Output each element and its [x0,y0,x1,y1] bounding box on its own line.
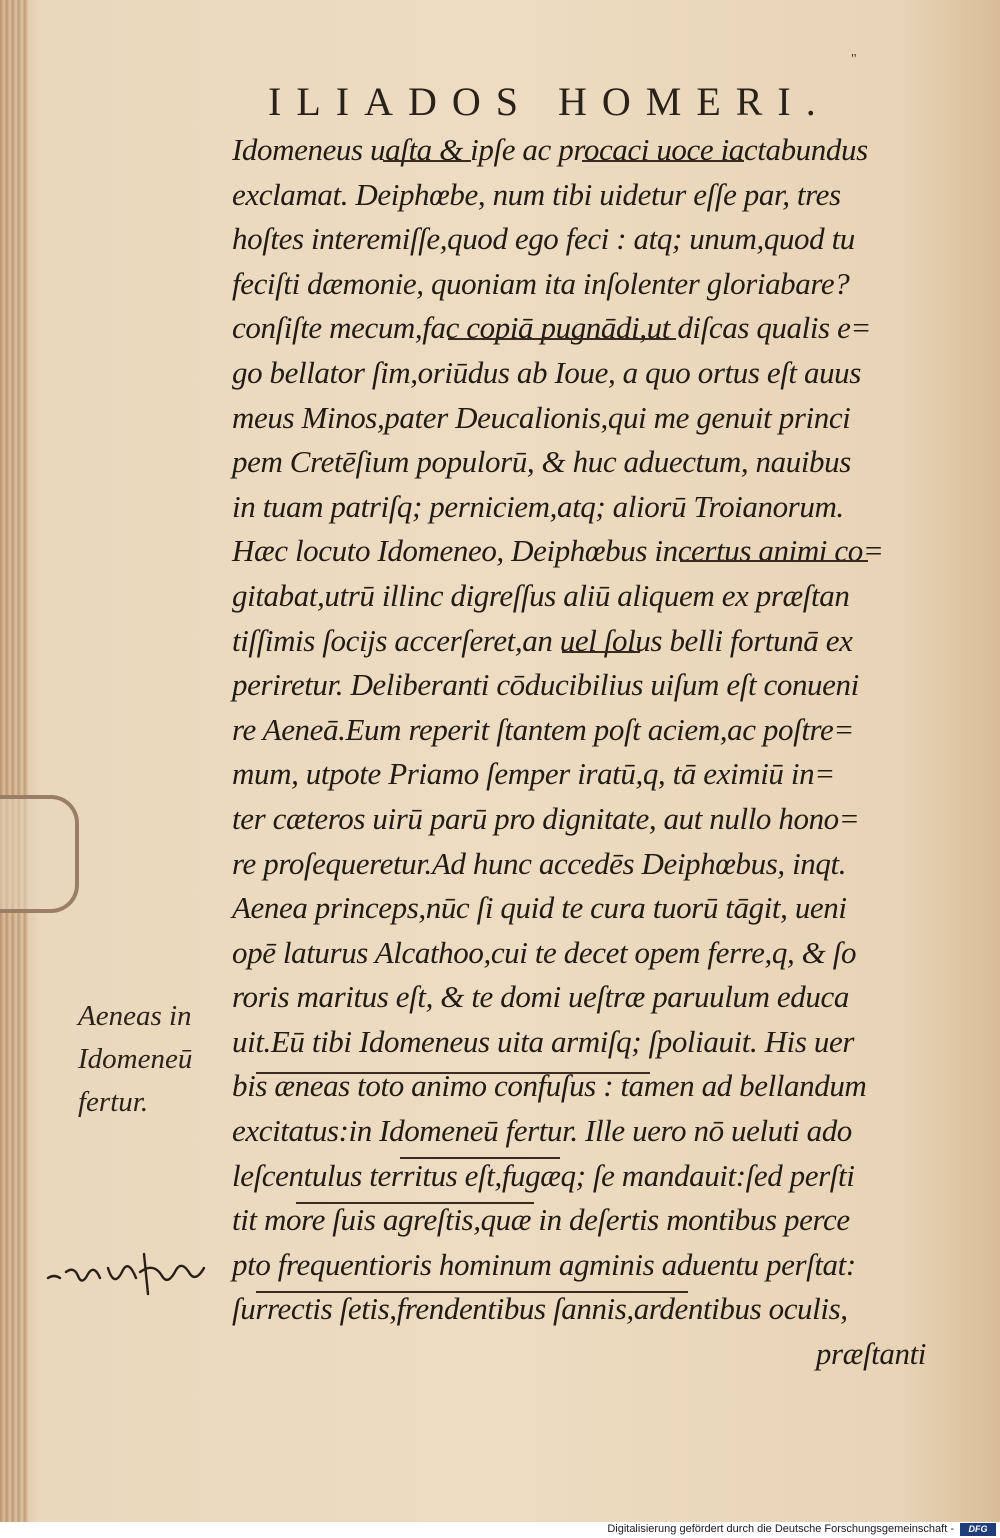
handwritten-underline [400,1157,560,1159]
text-line: roris maritus eſt, & te domi ueſtræ paruulum educa [232,979,849,1015]
handwritten-underline [582,160,744,162]
text-line: bis æneas toto animo confuſus : tamen ad bellandum [232,1068,867,1104]
handwritten-underline [256,1072,650,1074]
page-edge-stack [0,0,28,1522]
margin-note [78,995,238,1124]
text-line: re proſequeretur.Ad hunc accedēs Deiphœbus, inqt. [232,845,847,881]
text-line: uit.Eū tibi Idomeneus uita armiſq; ſpoliauit. His uer [232,1023,855,1059]
catchword: præſtanti [815,1336,926,1372]
text-line: pto frequentioris hominum agminis aduentu perſtat: [232,1246,856,1282]
text-line: hoſtes interemiſſe,quod ego feci : atq; unum,quod tu [232,221,855,257]
handwritten-underline [296,1202,534,1204]
handwritten-underline [562,651,640,653]
text-block [232,128,932,1377]
handwritten-scribble [44,1248,214,1298]
text-line: feciſti dæmonie, quoniam ita inſolenter gloriabare? [232,265,850,301]
margin-note-line: Idomeneū [78,1043,193,1075]
text-line: pem Cretēſium populorū, & huc aduectum, nauibus [232,444,851,480]
text-line: Aenea princeps,nūc ſi quid te cura tuorū tāgit, ueni [232,890,847,926]
text-line: mum, utpote Priamo ſemper iratū,q, tā eximiū in= [232,756,835,792]
text-line: conſiſte mecum,fac copiā pugnādi,ut diſcas qualis e= [232,310,871,346]
margin-note-line: fertur. [78,1086,149,1118]
text-line: re Aeneā.Eum reperit ſtantem poſt aciem,ac poſtre= [232,711,854,747]
text-line: exclamat. Deiphœbe, num tibi uidetur eſſe par, tres [232,176,841,212]
handwritten-underline [448,338,676,340]
text-line: excitatus:in Idomeneū fertur. Ille uero nō ueluti ado [232,1113,852,1149]
book-clasp [0,795,79,913]
handwritten-underline [383,160,471,162]
text-line: ter cæteros uirū parū pro dignitate, aut nullo hono= [232,800,860,836]
handwritten-underline [256,1291,688,1293]
digitization-credit: Digitalisierung gefördert durch die Deutsche Forschungsgemeinschaft - [607,1523,954,1535]
text-line: tiſſimis ſocijs accerſeret,an uel ſolus belli fortunā ex [232,622,853,658]
text-line: in tuam patriſq; perniciem,atq; aliorū Troianorum. [232,488,844,524]
text-line: meus Minos,pater Deucalionis,qui me genuit princi [232,399,851,435]
running-head: ILIADOS HOMERI. [268,79,831,124]
text-line: ſurrectis ſetis,frendentibus ſannis,ardentibus oculis, [232,1291,848,1327]
text-line: opē laturus Alcathoo,cui te decet opem ferre,q, & ſo [232,934,857,970]
handwritten-underline [680,560,868,562]
margin-note-line: Aeneas in [78,1000,192,1032]
text-line: go bellator ſim,oriūdus ab Ioue, a quo ortus eſt auus [232,354,861,390]
text-line: Idomeneus uaſta & ipſe ac procaci uoce iactabundus [232,132,868,167]
folio-mark: " [851,52,857,67]
text-line: gitabat,utrū illinc digreſſus aliū aliquem ex præſtan [232,577,850,613]
text-line: leſcentulus territus eſt,fugæq; ſe mandauit:ſed perſti [232,1157,855,1193]
text-line: periretur. Deliberanti cōducibilius uiſum eſt conueni [232,667,859,703]
dfg-logo: DFG [960,1523,996,1536]
text-line: Hæc locuto Idomeneo, Deiphœbus incertus animi co= [232,533,884,569]
text-line: tit more ſuis agreſtis,quæ in deſertis montibus perce [232,1202,850,1238]
